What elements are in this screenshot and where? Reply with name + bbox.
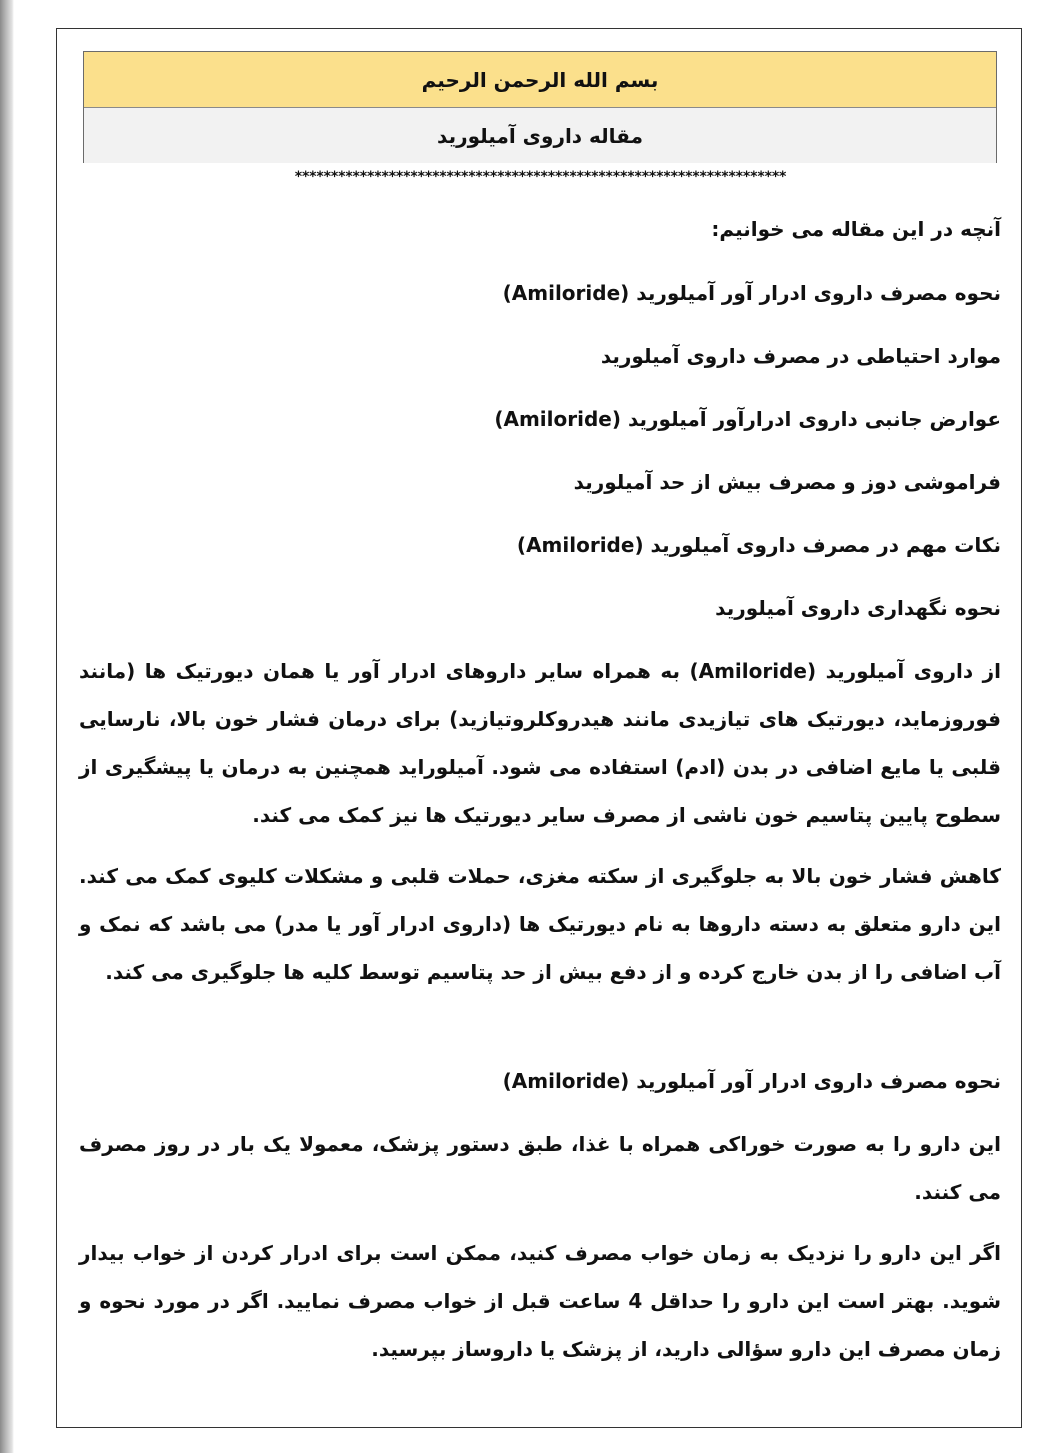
body-paragraph: از داروی آمیلورید (Amiloride) به همراه سایر داروهای ادرار آور یا همان دیورتیک ها (مانند فوروزماید، دیورتیک های تیازیدی مانند هیدروکلروتیازید) برای درمان فشار خون بالا، نارسایی قلبی یا مایع اضافی در بدن (ادم) استفاده می شود. آمیلوراید همچنین به درمان یا پیشگیری از سطوح پایین پتاسیم خون ناشی از مصرف سایر دیورتیک ها نیز کمک می کند. (79, 659, 1001, 827)
toc-item (79, 269, 1001, 317)
body-paragraph: این دارو را به صورت خوراکی همراه با غذا، طبق دستور پزشک، معمولا یک بار در روز مصرف می کنند. (79, 1132, 1001, 1204)
blank-line (79, 1009, 1001, 1057)
bismillah-row: بسم الله الرحمن الرحیم (84, 52, 996, 108)
toc-item: نکات مهم در مصرف داروی آمیلورید (Amiloride) (516, 533, 1001, 557)
toc-item-text: نحوه مصرف داروی ادرار آور آمیلورید (Amiloride) (502, 281, 1001, 305)
title-table (83, 51, 997, 163)
body-paragraph: کاهش فشار خون بالا به جلوگیری از سکته مغزی، حملات قلبی و مشکلات کلیوی کمک می کند. این دارو متعلق به دسته داروها به نام دیورتیک ها (داروی ادرار آور یا مدر) می باشد که نمک و آب اضافی را از بدن خارج کرده و از دفع بیش از حد پتاسیم توسط کلیه ها جلوگیری می کند. (79, 864, 1001, 984)
toc-item: موارد احتیاطی در مصرف داروی آمیلورید (600, 344, 1001, 368)
viewer-left-edge (0, 0, 14, 1453)
toc-intro: آنچه در این مقاله می خوانیم: (711, 217, 1001, 241)
article-title: مقاله داروی آمیلورید (84, 108, 996, 163)
article-body (79, 205, 1001, 1386)
section-heading: نحوه مصرف داروی ادرار آور آمیلورید (Amiloride) (502, 1069, 1001, 1093)
document-page (56, 28, 1022, 1428)
toc-item: فراموشی دوز و مصرف بیش از حد آمیلورید (573, 470, 1001, 494)
toc-item: عوارض جانبی داروی ادرارآور آمیلورید (Amiloride) (494, 407, 1001, 431)
toc-item: نحوه نگهداری داروی آمیلورید (715, 596, 1001, 620)
separator-line: ******************************************************************** (294, 169, 786, 185)
body-paragraph: اگر این دارو را نزدیک به زمان خواب مصرف کنید، ممکن است برای ادرار کردن از خواب بیدار شوید. بهتر است این دارو را حداقل 4 ساعت قبل از خواب مصرف نمایید. اگر در مورد نحوه و زمان مصرف این دارو سؤالی دارید، از پزشک یا داروساز بپرسید. (79, 1241, 1001, 1361)
